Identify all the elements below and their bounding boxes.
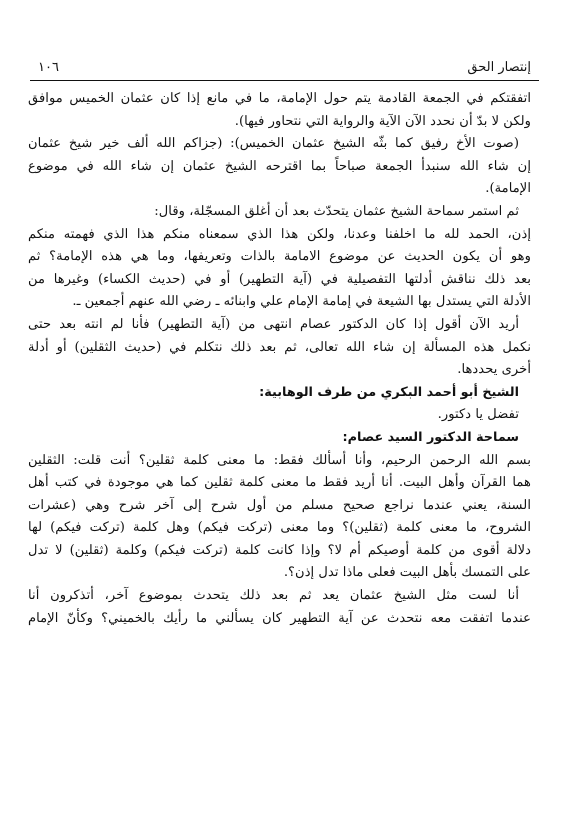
text-line: عندما اتفقت معه نتحدث عن آية التطهير كان يسألني ما رأيك بالخميني؟ وكأنّ الإمام <box>28 610 531 626</box>
text-line: بعد ذلك نناقش أدلتها التفصيلية في (آية التطهير) أو في (حديث الكساء) وغيرها من <box>28 271 531 287</box>
text-line: أنا لست مثل الشيخ عثمان يعد ثم بعد ذلك يتحدث بموضوع آخر، أتذكرون أنا <box>28 588 519 604</box>
text-line: أريد الآن أقول إذا كان الدكتور عصام انتهى من (آية التطهير) فأنا لم انته بعد حتى <box>28 316 519 332</box>
page-number: ١٠٦ <box>38 60 59 75</box>
text-line: إذن، الحمد لله ما اخلفنا وعدنا، ولكن هذا الذي سمعناه منكم هذا الذي فهمته منكم <box>28 226 531 242</box>
running-header <box>30 58 539 81</box>
text-line: الشروح، ما معنى كلمة (ثقلين)؟ وما معنى (تركت فيكم) وهل كلمة (تركت فيكم) لها <box>28 520 531 536</box>
page-body <box>28 88 531 630</box>
paragraph-block-1 <box>28 88 531 382</box>
text-line: هما القرآن وأهل البيت. أنا أريد فقط ما معنى كلمة ثقلين كما هي موجودة في كتب أهل <box>28 475 531 491</box>
text-line: ولكن لا بدّ أن نحدد الآن الآية والرواية التي نتحاور فيها). <box>234 113 531 129</box>
speaker-heading-issam: سماحة الدكتور السيد عصام: <box>342 429 519 445</box>
text-line: ثم استمر سماحة الشيخ عثمان يتحدّث بعد أن أغلق المسجّلة، وقال: <box>154 203 519 219</box>
text-line: الإمامة). <box>485 181 531 197</box>
text-line: الأدلة التي يستدل بها الشيعة في إمامة الإمام علي وابنائه ـ رضي الله عنهم أجمعين ـ. <box>72 294 531 310</box>
speaker-heading-bakri: الشيخ أبو أحمد البكري من طرف الوهابية: <box>259 384 519 400</box>
book-title: إنتصار الحق <box>467 60 531 75</box>
text-line: السنة، يعني عندما نراجع صحيح مسلم من أول شرح إلى آخر شرح وهي (عشرات <box>28 497 531 513</box>
text-line: اتفقتكم في الجمعة القادمة يتم حول الإمامة، ما في مانع إذا كان عثمان الخميس موافق <box>28 91 531 106</box>
text-line: نكمل هذه المسألة إن شاء الله تعالى، ثم بعد ذلك نتكلم في (حديث الثقلين) أو أدلة <box>28 339 531 355</box>
speech-line: تفضل يا دكتور. <box>437 407 519 423</box>
text-line: وهو أن يكون الحديث عن موضوع الامامة بالذات وتعريفها، وما هي هذه الإمامة؟ ثم <box>28 249 531 265</box>
text-line: بسم الله الرحمن الرحيم، وأنا أسألك فقط: ما معنى كلمة ثقلين؟ أنت قلت: الثقلين <box>28 452 531 468</box>
paragraph-block-2 <box>28 450 531 631</box>
text-line: إن شاء الله سنبدأ الجمعة صباحاً بما اقترحه الشيخ عثمان إن شاء الله في موضوع <box>28 158 531 174</box>
text-line: على التمسك بأهل البيت فعلى ماذا تدل إذن؟. <box>283 565 531 581</box>
text-line: (صوت الأخ رفيق كما بثّه الشيخ عثمان الخميس): (جزاكم الله ألف خير شيخ عثمان <box>28 136 519 152</box>
text-line: أخرى يحددها. <box>457 362 531 378</box>
text-line: دلالة أقوى من كلمة أوصيكم أم لا؟ وإذا كانت كلمة (تركت فيكم) وكلمة (ثقلين) لا تدل <box>28 542 531 558</box>
